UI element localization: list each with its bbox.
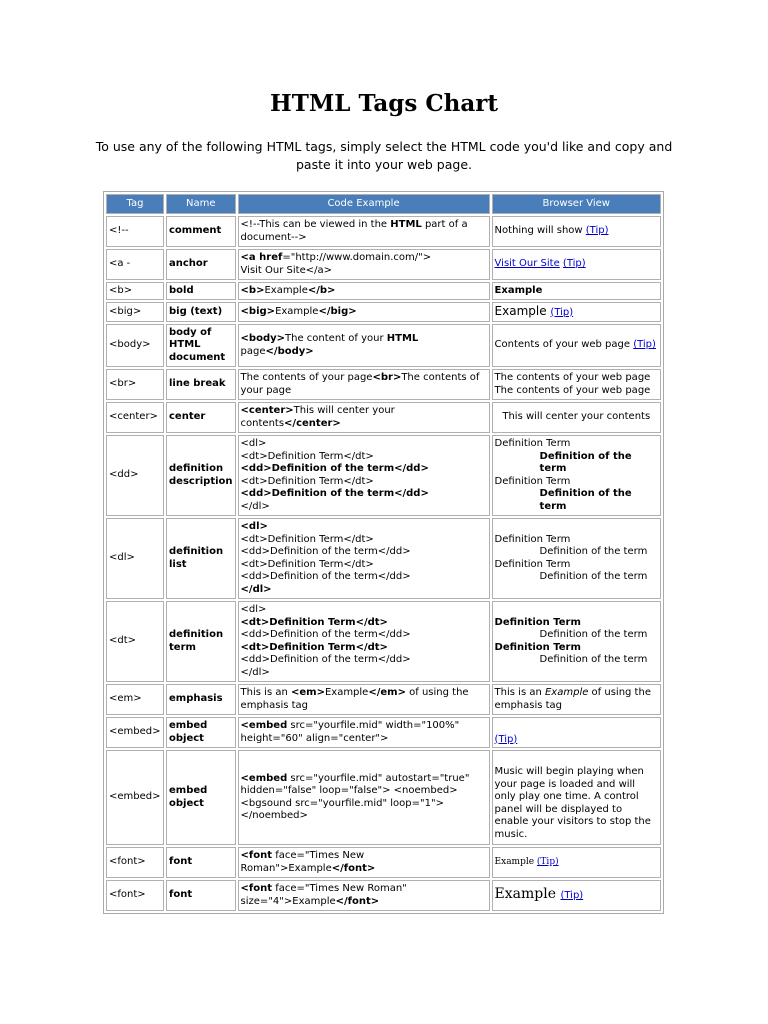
name-cell: embed object: [166, 717, 236, 748]
code-cell: <body>The content of your HTML page</body>: [238, 324, 490, 367]
tag-cell: <embed>: [106, 750, 164, 845]
browser-view-cell: Definition Term Definition of the term Definition Term Definition of the term: [492, 518, 661, 599]
tip-link[interactable]: (Tip): [560, 890, 584, 902]
code-cell: <!--This can be viewed in the HTML part of a document-->: [238, 216, 490, 247]
browser-view-cell: This is an Example of using the emphasis tag: [492, 684, 661, 715]
browser-view-cell: The contents of your web page The contents of your web page: [492, 369, 661, 400]
browser-view-cell: Definition Term Definition of the term Definition Term Definition of the term: [492, 435, 661, 516]
browser-view-cell: This will center your contents: [492, 402, 661, 433]
code-cell: <font face="Times New Roman" size="4">Example</font>: [238, 880, 490, 911]
visit-site-link[interactable]: Visit Our Site: [494, 258, 560, 270]
browser-view-cell: [492, 717, 661, 748]
name-cell: bold: [166, 282, 236, 300]
tag-cell: <dl>: [106, 518, 164, 599]
tag-cell: <font>: [106, 880, 164, 911]
table-row: [106, 249, 661, 280]
browser-view-cell: Example (Tip): [492, 302, 661, 322]
table-row: [106, 518, 661, 599]
name-cell: font: [166, 847, 236, 878]
tag-cell: <em>: [106, 684, 164, 715]
code-cell: <a href="http://www.domain.com/"> Visit Our Site</a>: [238, 249, 490, 280]
code-cell: <embed src="yourfile.mid" autostart="true" hidden="false" loop="false"> <noembed><bgsound src="yourfile.mid" loop="1"></noembed>: [238, 750, 490, 845]
table-row: [106, 369, 661, 400]
tip-link[interactable]: (Tip): [562, 258, 586, 270]
name-cell: big (text): [166, 302, 236, 322]
tag-cell: <a -: [106, 249, 164, 280]
tip-link[interactable]: (Tip): [585, 225, 609, 237]
browser-view-cell: Music will begin playing when your page is loaded and will only play one time. A control panel will be displayed to enable your visitors to stop the music.: [492, 750, 661, 845]
table-row: [106, 750, 661, 845]
table-row: [106, 324, 661, 367]
tip-link[interactable]: (Tip): [536, 857, 559, 868]
table-row: [106, 302, 661, 322]
name-cell: anchor: [166, 249, 236, 280]
name-cell: embed object: [166, 750, 236, 845]
header-name: Name: [166, 194, 236, 214]
table-row: [106, 717, 661, 748]
tags-table: [103, 191, 664, 914]
code-cell: <b>Example</b>: [238, 282, 490, 300]
header-tag: Tag: [106, 194, 164, 214]
intro-text: To use any of the following HTML tags, simply select the HTML code you'd like and copy and paste it into your web page.: [95, 139, 673, 172]
name-cell: emphasis: [166, 684, 236, 715]
table-row: [106, 880, 661, 911]
table-row: [106, 402, 661, 433]
table-row: [106, 601, 661, 682]
code-cell: The contents of your page<br>The contents of your page: [238, 369, 490, 400]
tip-link[interactable]: (Tip): [633, 339, 656, 351]
table-header-row: [106, 194, 661, 214]
tag-cell: <big>: [106, 302, 164, 322]
tag-cell: <dt>: [106, 601, 164, 682]
code-cell: <dl> <dt>Definition Term</dt> <dd>Definition of the term</dd> <dt>Definition Term</dt> <dd>Definition of the term</dd> </dl>: [238, 435, 490, 516]
table-row: [106, 684, 661, 715]
code-cell: <embed src="yourfile.mid" width="100%" height="60" align="center">: [238, 717, 490, 748]
tag-cell: <b>: [106, 282, 164, 300]
name-cell: center: [166, 402, 236, 433]
tag-cell: <br>: [106, 369, 164, 400]
code-cell: <font face="Times New Roman">Example</font>: [238, 847, 490, 878]
name-cell: line break: [166, 369, 236, 400]
tag-cell: <body>: [106, 324, 164, 367]
browser-view-cell: [492, 249, 661, 280]
browser-view-cell: Example (Tip): [492, 880, 661, 911]
tip-link[interactable]: (Tip): [550, 306, 574, 318]
name-cell: definition term: [166, 601, 236, 682]
tag-cell: <font>: [106, 847, 164, 878]
name-cell: font: [166, 880, 236, 911]
code-cell: <dl> <dt>Definition Term</dt> <dd>Definition of the term</dd> <dt>Definition Term</dt> <dd>Definition of the term</dd> </dl>: [238, 518, 490, 599]
tip-link[interactable]: (Tip): [494, 733, 518, 745]
tag-cell: <dd>: [106, 435, 164, 516]
tag-cell: <center>: [106, 402, 164, 433]
page-title: HTML Tags Chart: [269, 90, 498, 117]
name-cell: definition description: [166, 435, 236, 516]
table-row: [106, 282, 661, 300]
header-code-example: Code Example: [238, 194, 490, 214]
browser-view-cell: Example: [492, 282, 661, 300]
name-cell: body of HTML document: [166, 324, 236, 367]
browser-view-cell: Example (Tip): [492, 847, 661, 878]
code-cell: <center>This will center your contents</center>: [238, 402, 490, 433]
code-cell: <big>Example</big>: [238, 302, 490, 322]
header-browser-view: Browser View: [492, 194, 661, 214]
table-row: [106, 216, 661, 247]
tag-cell: <!--: [106, 216, 164, 247]
name-cell: comment: [166, 216, 236, 247]
table-row: [106, 847, 661, 878]
name-cell: definition list: [166, 518, 236, 599]
browser-view-cell: Contents of your web page (Tip): [492, 324, 661, 367]
tag-cell: <embed>: [106, 717, 164, 748]
code-cell: <dl> <dt>Definition Term</dt> <dd>Definition of the term</dd> <dt>Definition Term</dt> <dd>Definition of the term</dd> </dl>: [238, 601, 490, 682]
browser-view-cell: Nothing will show (Tip): [492, 216, 661, 247]
browser-view-cell: Definition Term Definition of the term Definition Term Definition of the term: [492, 601, 661, 682]
code-cell: This is an <em>Example</em> of using the emphasis tag: [238, 684, 490, 715]
table-row: [106, 435, 661, 516]
